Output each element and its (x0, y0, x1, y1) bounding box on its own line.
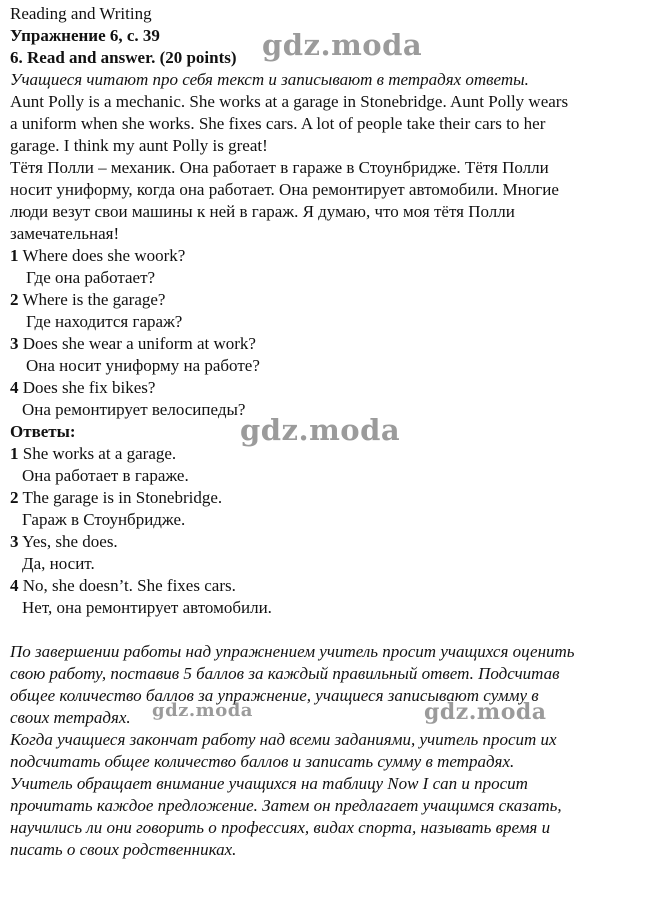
question-item (10, 289, 646, 311)
question-item (10, 245, 646, 267)
english-text (10, 91, 646, 157)
answer-en: No, she doesn’t. She fixes cars. (22, 576, 236, 595)
answers-list (10, 443, 646, 619)
answer-en: The garage is in Stonebridge. (22, 488, 223, 507)
answer-number: 2 (10, 488, 19, 507)
english-text-line: a uniform when she works. She fixes cars. A lot of people take their cars to her (10, 114, 546, 133)
answer-item (10, 487, 646, 509)
instruction-text: Учащиеся читают про себя текст и записывают в тетрадях ответы. (10, 70, 529, 89)
section-title: Reading and Writing (10, 4, 152, 23)
english-text-line: Aunt Polly is a mechanic. She works at a garage in Stonebridge. Aunt Polly wears (10, 92, 569, 111)
note-line: прочитать каждое предложение. Затем он предлагает учащимся сказать, (10, 796, 562, 815)
answer-number: 1 (10, 444, 19, 463)
question-ru: Она ремонтирует велосипеды? (22, 400, 246, 419)
russian-text-line: Тётя Полли – механик. Она работает в гараже в Стоунбридже. Тётя Полли (10, 158, 549, 177)
answer-number: 4 (10, 576, 19, 595)
question-item (10, 333, 646, 355)
document-page (10, 3, 646, 861)
answers-title: Ответы: (10, 422, 76, 441)
note-line: По завершении работы над упражнением учитель просит учащихся оценить (10, 642, 575, 661)
question-ru: Она носит униформу на работе? (26, 356, 260, 375)
watermark: gdz.moda (152, 700, 253, 721)
watermark: gdz.moda (240, 413, 401, 447)
answer-ru: Да, носит. (22, 554, 95, 573)
answer-en: Yes, she does. (22, 532, 118, 551)
note-line: писать о своих родственниках. (10, 840, 237, 859)
note-line: научились ли они говорить о профессиях, видах спорта, называть время и (10, 818, 551, 837)
note-line: подсчитать общее количество баллов и записать сумму в тетрадях. (10, 752, 515, 771)
answer-ru: Гараж в Стоунбридже. (22, 510, 186, 529)
questions-list (10, 245, 646, 421)
russian-text-line: замечательная! (10, 224, 120, 243)
watermark: gdz.moda (262, 28, 423, 62)
answer-number: 3 (10, 532, 19, 551)
english-text-line: garage. I think my aunt Polly is great! (10, 136, 268, 155)
watermark: gdz.moda (424, 699, 547, 725)
answer-ru: Она работает в гараже. (22, 466, 189, 485)
note-line: Когда учащиеся закончат работу над всеми заданиями, учитель просит их (10, 730, 557, 749)
question-en: Where does she woork? (22, 246, 186, 265)
exercise-title: Упражнение 6, с. 39 (10, 26, 160, 45)
russian-text-line: люди везут свои машины к ней в гараж. Я думаю, что моя тётя Полли (10, 202, 515, 221)
answer-ru: Нет, она ремонтирует автомобили. (22, 598, 272, 617)
note-line: Учитель обращает внимание учащихся на таблицу Now I can и просит (10, 774, 528, 793)
question-ru: Где находится гараж? (26, 312, 183, 331)
question-number: 4 (10, 378, 19, 397)
teacher-notes (10, 641, 646, 861)
russian-text (10, 157, 646, 245)
question-number: 2 (10, 290, 19, 309)
spacer (10, 619, 646, 641)
question-en: Does she fix bikes? (22, 378, 156, 397)
note-line: свою работу, поставив 5 баллов за каждый правильный ответ. Подсчитав (10, 664, 560, 683)
note-line: своих тетрадях. (10, 708, 131, 727)
note-line: общее количество баллов за упражнение, учащиеся записывают сумму в (10, 686, 539, 705)
answer-item (10, 531, 646, 553)
question-ru: Где она работает? (26, 268, 156, 287)
question-item (10, 377, 646, 399)
russian-text-line: носит униформу, когда она работает. Она ремонтирует автомобили. Многие (10, 180, 559, 199)
question-number: 1 (10, 246, 19, 265)
answer-item (10, 443, 646, 465)
answer-en: She works at a garage. (22, 444, 177, 463)
answer-item (10, 575, 646, 597)
question-number: 3 (10, 334, 19, 353)
question-en: Where is the garage? (22, 290, 166, 309)
question-en: Does she wear a uniform at work? (22, 334, 256, 353)
task-title: 6. Read and answer. (20 points) (10, 48, 237, 67)
